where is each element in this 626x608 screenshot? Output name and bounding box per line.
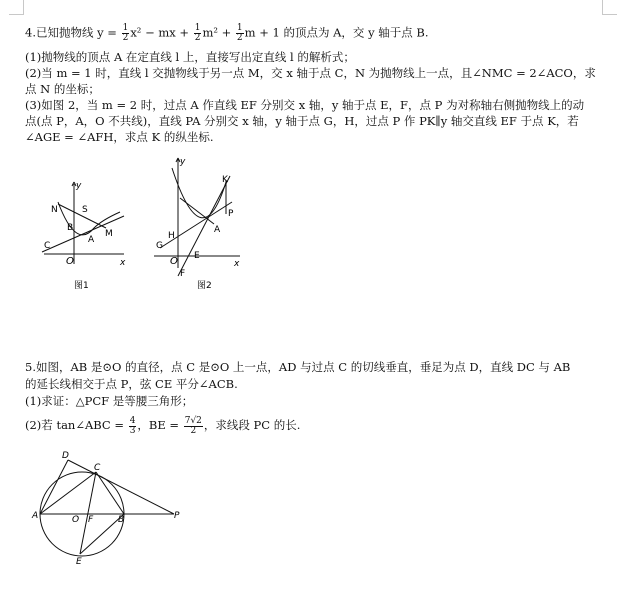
p4-l1d: m + 1 的顶点为 A，交 y 轴于点 B. [244, 25, 429, 40]
p4-l1a: 4.已知抛物线 y = [25, 25, 117, 40]
fig2-label-G: G [156, 241, 163, 251]
problem4-line6: 点(点 P，A，O 不共线)，直线 PA 分别交 x 轴，y 轴于点 G，H，过点 P 作 PK∥y 轴交直线 EF 于点 K，若 [25, 114, 579, 128]
fig2-label-K: K [222, 175, 228, 185]
circle-label-D: D [62, 451, 69, 461]
circle-label-B: B [118, 515, 125, 525]
p5-l4a: (2)若 tan∠ABC = [25, 418, 125, 432]
problem5-line1: 5.如图，AB 是⊙O 的直径，点 C 是⊙O 上一点，AD 与过点 C 的切线垂直，垂足为点 D，直线 DC 与 AB [25, 360, 571, 374]
half-fraction-1: $\frac{1}{2}$ [122, 23, 129, 43]
circle-label-E: E [76, 557, 82, 566]
p4-l1b: x² − mx + [130, 25, 190, 40]
p4-l1c: m² + [202, 25, 232, 40]
problem4-line5: (3)如图 2，当 m = 2 时，过点 A 作直线 EF 分别交 x 轴，y 轴于点 E，F，点 P 为对称轴右侧抛物线上的动 [25, 98, 585, 112]
circle-label-O: O [72, 515, 80, 525]
page-corner-mark-left [9, 0, 24, 15]
fig2-label-F: F [180, 269, 186, 279]
problem5-line4 [25, 414, 300, 436]
p5-l4b: ，BE = [137, 418, 180, 432]
problem4-line1 [25, 24, 429, 43]
fig1-label-A: A [88, 235, 95, 245]
half-fraction-2: $\frac{1}{2}$ [194, 23, 201, 43]
fig1-label-y: y [76, 181, 82, 191]
fraction-4-3: $\frac{4}{3}$ [129, 415, 136, 436]
fig2-label-P: P [228, 209, 234, 219]
problem4-line7: ∠AGE = ∠AFH，求点 K 的纵坐标. [25, 130, 214, 144]
fig1-label-O: O [66, 256, 74, 267]
fig1-label-x: x [120, 258, 126, 268]
fig2-label-H: H [168, 231, 175, 241]
fig1-label-M: M [105, 229, 113, 239]
fig2-label-y: y [180, 157, 186, 167]
fig2-caption: 图2 [197, 281, 212, 291]
fig2-parabola [172, 168, 226, 218]
line-DP [68, 460, 174, 514]
segment-AC [40, 472, 96, 514]
fig1-label-B: B [67, 223, 74, 233]
problem5-line2: 的延长线相交于点 P，弦 CE 平分∠ACB. [25, 377, 238, 391]
fig2-label-x: x [234, 259, 240, 269]
fraction-7root2-2: $\frac{7√2}{2}$ [184, 415, 202, 436]
circle-label-A: A [32, 511, 39, 521]
problem4-line2: (1)抛物线的顶点 A 在定直线 l 上，直接写出定直线 l 的解析式； [25, 50, 355, 64]
problem5-line3: (1)求证：△PCF 是等腰三角形； [25, 394, 194, 408]
fig1-label-N: N [51, 205, 58, 215]
fig1-caption: 图1 [74, 281, 89, 291]
p5-l4c: ，求线段 PC 的长. [203, 418, 301, 432]
fig2-line-ef [178, 176, 230, 276]
circle-label-C: C [94, 463, 101, 473]
figure-1 [36, 172, 136, 292]
fig1-label-C: C [44, 241, 51, 251]
page-corner-mark-right [602, 0, 617, 15]
fig2-label-A: A [214, 225, 221, 235]
half-fraction-3: $\frac{1}{2}$ [236, 23, 243, 43]
circle-label-F: F [88, 515, 94, 525]
fig2-line-pa [180, 198, 214, 224]
figure-2 [148, 152, 248, 292]
segment-AD [40, 460, 68, 514]
problem4-line3: (2)当 m = 1 时，直线 l 交抛物线于另一点 M，交 x 轴于点 C，N 为抛物线上一点，且∠NMC = 2∠ACO，求 [25, 66, 596, 80]
fig1-label-S: S [82, 205, 88, 215]
figure-circle [28, 446, 188, 566]
fig2-label-O: O [170, 256, 178, 267]
problem4-line4: 点 N 的坐标； [25, 82, 100, 96]
fig2-label-E: E [194, 251, 200, 261]
circle-label-P: P [174, 511, 180, 521]
segment-CB [96, 472, 124, 514]
